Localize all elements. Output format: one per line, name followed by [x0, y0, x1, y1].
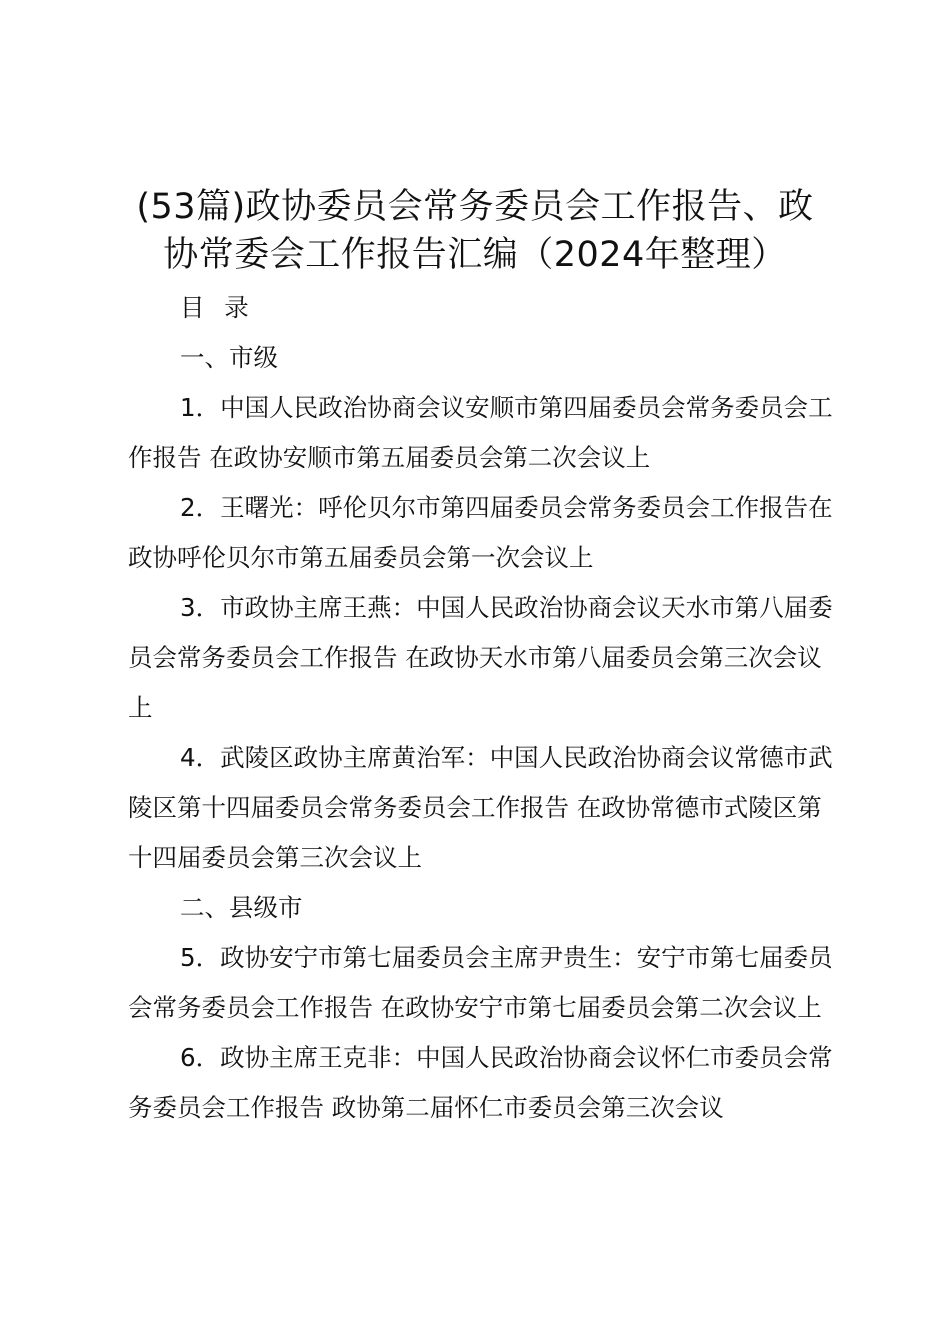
entry-text: 中国人民政治协商会议安顺市第四届委员会常务委员会工作报告 在政协安顺市第五届委员会第二次会议上	[128, 393, 833, 472]
toc-entry-4[interactable]	[128, 733, 834, 883]
toc-heading: 目 录	[180, 293, 255, 322]
entry-text: 武陵区政协主席黄治军：中国人民政治协商会议常德市武陵区第十四届委员会常务委员会工作报告 在政协常德市式陵区第十四届委员会第三次会议上	[128, 743, 833, 872]
entry-number: 5．	[180, 943, 221, 972]
toc-entry-5[interactable]	[128, 933, 834, 1033]
section-label-city: 一、市级	[180, 343, 278, 372]
entry-text: 政协主席王克非：中国人民政治协商会议怀仁市委员会常务委员会工作报告 政协第二届怀仁市委员会第三次会议	[128, 1043, 833, 1122]
document-title	[110, 183, 840, 279]
entry-number: 6．	[180, 1043, 221, 1072]
title-line-2: 协常委会工作报告汇编（2024年整理）	[163, 235, 787, 275]
entry-number: 4．	[180, 743, 221, 772]
table-of-contents	[128, 283, 834, 1133]
title-line-1: (53篇)政协委员会常务委员会工作报告、政	[136, 187, 814, 227]
section-label-county-city: 二、县级市	[180, 893, 303, 922]
entry-text: 政协安宁市第七届委员会主席尹贵生：安宁市第七届委员会常务委员会工作报告 在政协安宁市第七届委员会第二次会议上	[128, 943, 833, 1022]
toc-entry-1[interactable]	[128, 383, 834, 483]
entry-text: 市政协主席王燕：中国人民政治协商会议天水市第八届委员会常务委员会工作报告 在政协天水市第八届委员会第三次会议上	[128, 593, 833, 722]
entry-text: 王曙光：呼伦贝尔市第四届委员会常务委员会工作报告在政协呼伦贝尔市第五届委员会第一次会议上	[128, 493, 833, 572]
toc-entry-3[interactable]	[128, 583, 834, 733]
entry-number: 1．	[180, 393, 221, 422]
entry-number: 2．	[180, 493, 221, 522]
entry-number: 3．	[180, 593, 221, 622]
toc-entry-2[interactable]	[128, 483, 834, 583]
toc-entry-6[interactable]	[128, 1033, 834, 1133]
